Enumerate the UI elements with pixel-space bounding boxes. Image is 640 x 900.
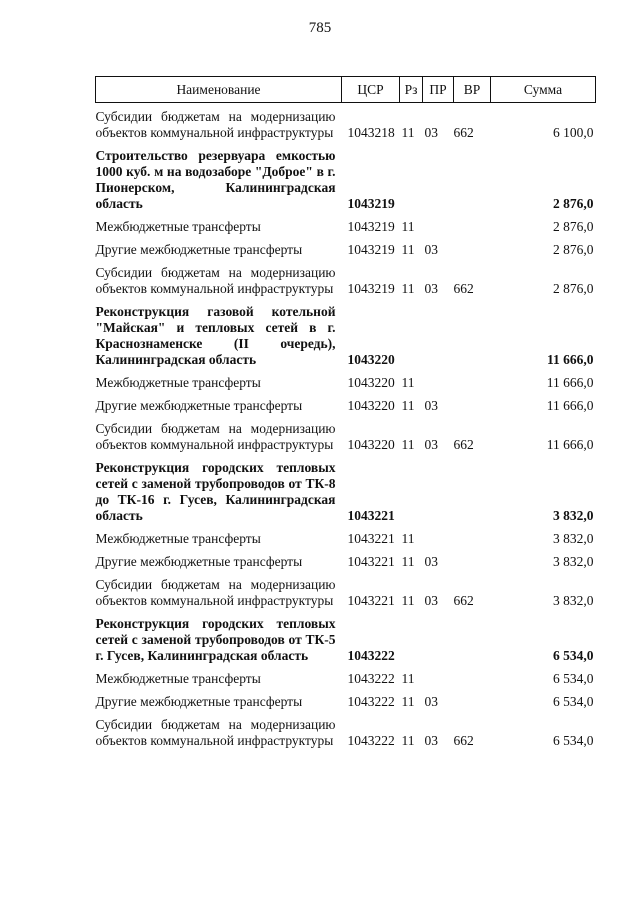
cell-name: Другие межбюджетные трансферты <box>95 554 303 569</box>
cell-csr: 1043221 <box>347 593 395 608</box>
header-csr: ЦСР <box>342 77 400 103</box>
table-row <box>96 258 596 297</box>
cell-csr: 1043221 <box>347 508 395 523</box>
cell-sum: 6 100,0 <box>553 125 594 140</box>
cell-vr <box>454 368 491 391</box>
cell-rz: 11 <box>401 531 415 546</box>
cell-csr: 1043221 <box>347 554 395 569</box>
cell-rz: 11 <box>401 733 415 748</box>
cell-rz: 11 <box>401 219 415 234</box>
cell-csr: 1043220 <box>347 398 395 413</box>
header-sum: Сумма <box>491 77 596 103</box>
cell-sum: 3 832,0 <box>553 593 594 608</box>
cell-vr <box>454 235 491 258</box>
cell-pr <box>423 664 454 687</box>
cell-name: Субсидии бюджетам на модернизацию объектов коммунальной инфраструктуры <box>95 577 336 608</box>
cell-rz: 11 <box>401 242 415 257</box>
cell-name: Межбюджетные трансферты <box>95 219 261 234</box>
cell-vr <box>454 524 491 547</box>
cell-rz: 11 <box>401 694 415 709</box>
table-header <box>96 77 596 103</box>
cell-vr <box>454 687 491 710</box>
cell-csr: 1043220 <box>347 437 395 452</box>
table-row <box>96 235 596 258</box>
header-name: Наименование <box>96 77 342 103</box>
cell-pr <box>423 297 454 368</box>
cell-sum: 3 832,0 <box>553 531 594 546</box>
cell-sum: 11 666,0 <box>546 352 594 367</box>
cell-pr: 03 <box>424 593 438 608</box>
cell-vr <box>454 453 491 524</box>
cell-rz: 11 <box>401 281 415 296</box>
cell-pr <box>423 524 454 547</box>
cell-pr <box>423 141 454 212</box>
cell-sum: 3 832,0 <box>553 554 594 569</box>
cell-sum: 11 666,0 <box>546 437 594 452</box>
cell-pr: 03 <box>424 125 438 140</box>
cell-sum: 2 876,0 <box>553 219 594 234</box>
cell-csr: 1043222 <box>347 648 395 663</box>
table-row-program <box>96 297 596 368</box>
cell-name: Реконструкция городских тепловых сетей с заменой трубопроводов от ТК-8 до ТК-16 г. Гусев, Калининградская область <box>95 460 336 523</box>
cell-rz: 11 <box>401 375 415 390</box>
table-row <box>96 368 596 391</box>
page-number: 785 <box>308 20 332 36</box>
cell-name: Реконструкция городских тепловых сетей с заменой трубопроводов от ТК-5 г. Гусев, Калининградская область <box>95 616 336 663</box>
cell-vr: 662 <box>453 437 474 452</box>
cell-vr <box>454 547 491 570</box>
cell-sum: 3 832,0 <box>553 508 594 523</box>
cell-name: Субсидии бюджетам на модернизацию объектов коммунальной инфраструктуры <box>95 421 336 452</box>
cell-csr: 1043222 <box>347 694 395 709</box>
table-row <box>96 212 596 235</box>
cell-csr: 1043219 <box>347 242 395 257</box>
cell-vr <box>454 391 491 414</box>
table-row <box>96 524 596 547</box>
table-row-program <box>96 141 596 212</box>
cell-vr: 662 <box>453 125 474 140</box>
table-row <box>96 391 596 414</box>
cell-vr <box>454 141 491 212</box>
cell-pr: 03 <box>424 242 438 257</box>
cell-sum: 2 876,0 <box>553 196 594 211</box>
cell-csr: 1043219 <box>347 219 395 234</box>
cell-name: Другие межбюджетные трансферты <box>95 398 303 413</box>
table-row <box>96 103 596 142</box>
cell-rz: 11 <box>401 398 415 413</box>
table-row-program <box>96 609 596 664</box>
cell-rz: 11 <box>401 125 415 140</box>
cell-csr: 1043220 <box>347 352 395 367</box>
header-vr: ВР <box>454 77 491 103</box>
cell-pr: 03 <box>424 437 438 452</box>
cell-pr <box>423 453 454 524</box>
cell-pr <box>423 212 454 235</box>
table-row <box>96 570 596 609</box>
cell-pr: 03 <box>424 398 438 413</box>
header-pr: ПР <box>423 77 454 103</box>
cell-name: Межбюджетные трансферты <box>95 375 261 390</box>
cell-sum: 2 876,0 <box>553 242 594 257</box>
table-row <box>96 547 596 570</box>
cell-rz <box>400 609 423 664</box>
cell-vr: 662 <box>453 281 474 296</box>
cell-name: Реконструкция газовой котельной "Майская" и тепловых сетей в г. Краснознаменске (II очередь), Калининградская область <box>95 304 336 367</box>
cell-name: Субсидии бюджетам на модернизацию объектов коммунальной инфраструктуры <box>95 109 336 140</box>
table-row <box>96 414 596 453</box>
cell-rz <box>400 141 423 212</box>
cell-csr: 1043222 <box>347 671 395 686</box>
cell-name: Строительство резервуара емкостью 1000 куб. м на водозаборе "Доброе" в г. Пионерском, Калининградская область <box>95 148 336 211</box>
cell-csr: 1043219 <box>347 196 395 211</box>
cell-sum: 11 666,0 <box>546 375 594 390</box>
cell-pr: 03 <box>424 733 438 748</box>
cell-sum: 6 534,0 <box>553 648 594 663</box>
cell-vr: 662 <box>453 593 474 608</box>
table-row <box>96 710 596 749</box>
header-rz: Рз <box>400 77 423 103</box>
cell-csr: 1043220 <box>347 375 395 390</box>
cell-csr: 1043222 <box>347 733 395 748</box>
cell-rz: 11 <box>401 437 415 452</box>
cell-name: Другие межбюджетные трансферты <box>95 242 303 257</box>
table-row <box>96 687 596 710</box>
budget-table <box>95 76 596 749</box>
cell-sum: 6 534,0 <box>553 733 594 748</box>
cell-vr <box>454 609 491 664</box>
cell-pr: 03 <box>424 554 438 569</box>
cell-rz: 11 <box>401 554 415 569</box>
cell-sum: 6 534,0 <box>553 671 594 686</box>
cell-vr <box>454 297 491 368</box>
cell-name: Субсидии бюджетам на модернизацию объектов коммунальной инфраструктуры <box>95 717 336 748</box>
cell-pr <box>423 609 454 664</box>
cell-sum: 2 876,0 <box>553 281 594 296</box>
table-row <box>96 664 596 687</box>
cell-rz <box>400 297 423 368</box>
cell-name: Межбюджетные трансферты <box>95 671 261 686</box>
cell-csr: 1043218 <box>347 125 395 140</box>
cell-rz: 11 <box>401 671 415 686</box>
cell-csr: 1043221 <box>347 531 395 546</box>
cell-name: Межбюджетные трансферты <box>95 531 261 546</box>
cell-rz <box>400 453 423 524</box>
cell-pr <box>423 368 454 391</box>
cell-csr: 1043219 <box>347 281 395 296</box>
cell-vr <box>454 664 491 687</box>
cell-pr: 03 <box>424 281 438 296</box>
cell-pr: 03 <box>424 694 438 709</box>
cell-vr: 662 <box>453 733 474 748</box>
cell-rz: 11 <box>401 593 415 608</box>
cell-name: Субсидии бюджетам на модернизацию объектов коммунальной инфраструктуры <box>95 265 336 296</box>
cell-name: Другие межбюджетные трансферты <box>95 694 303 709</box>
table-row-program <box>96 453 596 524</box>
cell-sum: 11 666,0 <box>546 398 594 413</box>
table-body <box>96 103 596 750</box>
cell-vr <box>454 212 491 235</box>
cell-sum: 6 534,0 <box>553 694 594 709</box>
